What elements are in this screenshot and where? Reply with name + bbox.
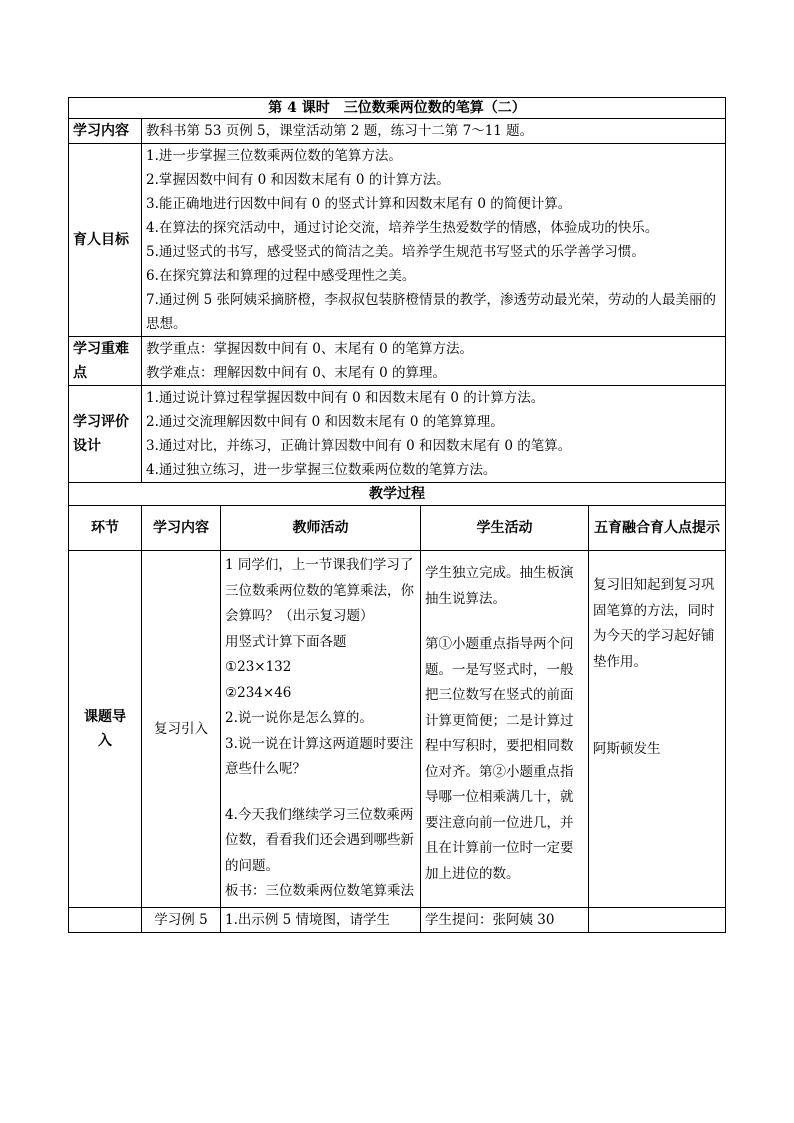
stage-cell [69, 907, 142, 932]
hint-cell [589, 551, 726, 908]
col-header-content: 学习内容 [142, 506, 221, 551]
goal-item: 1.进一步掌握三位数乘两位数的笔算方法。 [146, 148, 402, 164]
process-title: 教学过程 [69, 483, 726, 506]
hint-line: 阿斯顿发生 [593, 741, 661, 757]
lesson-plan-table [68, 97, 726, 933]
stage-cell: 课题导入 [69, 551, 142, 908]
goal-item: 7.通过例 5 张阿姨采摘脐橙，李叔叔包装脐橙情景的教学，渗透劳动最光荣，劳动的人最美丽的思想。 [146, 292, 717, 332]
goal-item: 5.通过竖式的书写，感受竖式的简洁之美。培养学生规范书写竖式的乐学善学习惯。 [146, 244, 645, 260]
teacher-activity-cell: 1.出示例 5 情境图，请学生 [221, 907, 421, 932]
content-cell: 复习引入 [142, 551, 221, 908]
keypoint-item: 教学重点：掌握因数中间有 0、末尾有 0 的笔算方法。 [146, 341, 474, 357]
goal-item: 3.能正确地进行因数中间有 0 的竖式计算和因数末尾有 0 的简便计算。 [146, 196, 572, 212]
teacher-activity-cell [221, 551, 421, 908]
keypoints-label: 学习重难点 [69, 337, 142, 386]
col-header-student: 学生活动 [421, 506, 589, 551]
content-cell: 学习例 5 [142, 907, 221, 932]
teacher-line: ①23×132 [225, 659, 292, 675]
keypoint-item: 教学难点：理解因数中间有 0、末尾有 0 的算理。 [146, 365, 447, 381]
teacher-line: 用竖式计算下面各题 [225, 633, 347, 650]
student-line: 第①小题重点指导两个问题。一是写竖式时，一般把三位数写在竖式的前面计算更简便；二是计算过程中写积时，要把相同数位对齐。第②小题重点指导哪一位相乘满几十，就要注意向前一位进几，并且在计算前一位时一定要加上进位的数。 [425, 636, 574, 882]
student-line: 学生独立完成。抽生板演 [425, 565, 574, 581]
goal-item: 2.掌握因数中间有 0 和因数末尾有 0 的计算方法。 [146, 172, 450, 188]
process-row [69, 551, 726, 908]
col-header-stage: 环节 [69, 506, 142, 551]
content-label: 学习内容 [69, 119, 142, 144]
teacher-line: 4.今天我们继续学习三位数乘两位数，看看我们还会遇到哪些新的问题。 [225, 806, 414, 874]
content-value: 教科书第 53 页例 5，课堂活动第 2 题，练习十二第 7～11 题。 [142, 119, 726, 144]
page-title: 第 4 课时 三位数乘两位数的笔算（二） [69, 98, 726, 119]
evaluation-item: 3.通过对比，并练习，正确计算因数中间有 0 和因数末尾有 0 的笔算。 [146, 438, 572, 454]
hint-cell [589, 907, 726, 932]
student-activity-cell: 学生提问：张阿姨 30 [421, 907, 589, 932]
process-header-row [69, 506, 726, 551]
teacher-line: 1 同学们，上一节课我们学习了三位数乘两位数的笔算乘法，你会算吗？（出示复习题） [225, 557, 414, 624]
keypoints-list [142, 337, 726, 386]
student-line: 抽生说算法。 [425, 590, 506, 607]
teacher-line: ②234×46 [225, 684, 292, 701]
process-title-row [69, 483, 726, 506]
goal-item: 4.在算法的探究活动中，通过讨论交流，培养学生热爱数学的情感，体验成功的快乐。 [146, 220, 659, 236]
content-row [69, 119, 726, 144]
evaluation-item: 4.通过独立练习，进一步掌握三位数乘两位数的笔算方法。 [146, 462, 497, 478]
teacher-line: 板书：三位数乘两位数笔算乘法 [225, 883, 414, 899]
process-row [69, 907, 726, 932]
teacher-line: 2.说一说你是怎么算的。 [225, 710, 373, 726]
student-activity-cell [421, 551, 589, 908]
goals-row [69, 144, 726, 337]
evaluation-label: 学习评价设计 [69, 386, 142, 483]
evaluation-item: 2.通过交流理解因数中间有 0 和因数末尾有 0 的笔算算理。 [146, 414, 504, 430]
keypoints-row [69, 337, 726, 386]
col-header-teacher: 教师活动 [221, 506, 421, 551]
hint-line: 复习旧知起到复习巩固笔算的方法，同时为今天的学习起好铺垫作用。 [593, 577, 715, 670]
goal-item: 6.在探究算法和算理的过程中感受理性之美。 [146, 268, 416, 284]
goals-label: 育人目标 [69, 144, 142, 337]
evaluation-list [142, 386, 726, 483]
evaluation-row [69, 386, 726, 483]
evaluation-item: 1.通过说计算过程掌握因数中间有 0 和因数末尾有 0 的计算方法。 [146, 390, 545, 406]
col-header-hint: 五育融合育人点提示 [589, 506, 726, 551]
teacher-line: 3.说一说在计算这两道题时要注意些什么呢？ [225, 735, 414, 777]
title-row [69, 98, 726, 119]
goals-list [142, 144, 726, 337]
